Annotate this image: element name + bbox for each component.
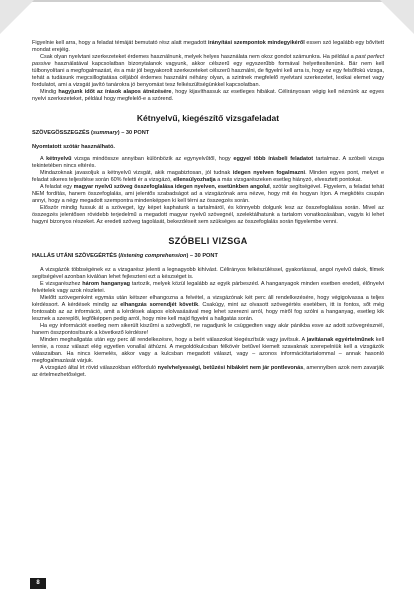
note-heading: Nyomtatott szótár használható. (32, 144, 115, 150)
paragraph: Mindazoknak javasoljuk a kétnyelvű vizsgát, akik magabiztosan, jól tudnak idegen nyelven fogalmazni. Minden egyes pont, melyet e feladat sikeres teljesítése során 60% feletti ér a vizsgázó, ellensúlyozhatja a más vizsgarészeken esetleg hiányzó, elvesztett pontokat. (32, 170, 384, 183)
subsection-heading: SZÖVEGÖSSZEGZÉS (summary) – 30 PONT (32, 130, 150, 136)
paragraph: A vizsgázó által írt rövid válaszokban előforduló nyelvhelyességi, betűzési hibákért nem jár pontlevonás, amennyiben azok nem zavarják az értelmezhetőséget. (32, 365, 385, 378)
paragraph: Mindig hagyjunk időt az írások alapos átnézésére, hogy kijavíthassuk az esetleges hibákat. Célirányosan végig kell néznünk az egyes nyelvi szerkezeteket, például hogy megfelelő-e a szórend. (32, 89, 385, 102)
paragraph: Csak olyan nyelvtani szerkezeteket érdemes használnunk, melyek helyes használata nem okoz gondot számunkra. Ha például a past perfect passive használatával kapcsolatban bizonytalanok vagyunk, akkor célszerű egy egyszerűbb formával helyettesítenünk. Bár nem kell túlbonyolítani a megfogalmazást, és a már jól begyakorolt szerkezeteket célszerű használni, de figyelni kell arra is, hogy ez egy felsőfokú vizsga, tehát a tudásunk megcsillogtatása céljából érdemes használni néhány olyan, a szintnek megfelelő nyelvtani szerkezetet, lexikai elemet vagy fordulatot, ami a vizsgát javító tanárokra jó benyomást tesz felkészültségünkkel kapcsolatban. (32, 54, 384, 88)
paragraph: A vizsgázók többségének ez a vizsgarész jelenti a legnagyobb kihívást. Célirányos felkészüléssel, gyakorlással, angol nyelvű dalok, filmek segítségével azonban kiválóan lehet fejleszteni ezt a készséget is. (32, 267, 384, 280)
paragraph: Figyelnie kell arra, hogy a feladat témáját bemutató rész alatt megadott irányítási szempontok mindegyikéről essen szó legalább egy bővített mondat erejéig. (32, 40, 384, 53)
paragraph: Ha egy információt esetleg nem sikerült kiszűrni a szövegből, ne ragadjunk le csüggedten vagy akár pánikba esve az adott szövegrésznél, hanem összpontosítsunk a következő kérdésre! (32, 323, 384, 336)
paragraph: Mielőtt szövegenként egymás után kétszer elhangozna a felvétel, a vizsgázónak két perc áll rendelkezésére, hogy végigolvassa a teljes kérdéssort. A kérdések mindig az elhangzás sorrendjét követik. Csakúgy, mint az olvasott szövegértés esetében, itt is fontos, sőt még fontosabb az az információ, amit a kérdések alapos elolvasásával meg lehet szerezni arról, hogy miről fog szólni a hanganyag, esetleg kik lesznek a szereplői, legfőképpen pedig arról, hogy mire kell majd figyelni a hallgatás során. (32, 295, 384, 322)
corner-decoration-left (0, 0, 34, 34)
section-heading: SZÓBELI VIZSGA (168, 236, 248, 246)
paragraph: E vizsgarészhez három hanganyag tartozik, melyek közül legalább az egyik párbeszéd. A hanganyagok minden esetben eredeti, élőnyelvi felvételek vagy azok részletei. (32, 281, 384, 294)
paragraph: A feladat egy magyar nyelvű szöveg összefoglalása idegen nyelven, esetünkben angolul, szótár segítségével. Figyelem, a feladat tehát NEM fordítás, hanem összefoglalás, ami jelentős szabadságot ad a vizsgázónak arra nézve, hogy mit és hogyan írjon. A megkötés csupán annyi, hogy a négy megadott szempontra mindenképpen ki kell térni az összegzés során. (32, 184, 384, 204)
page-number: 8 (30, 578, 46, 589)
page-body (32, 40, 384, 379)
section-heading: Kétnyelvű, kiegészítő vizsgafeladat (136, 113, 280, 123)
paragraph: A kétnyelvű vizsga mindössze annyiban különbözik az egynyelvűtől, hogy eggyel több írásbeli feladatot tartalmaz. A szóbeli vizsga tekintetében nincs eltérés. (32, 156, 384, 169)
subsection-heading: HALLÁS UTÁNI SZÖVEGÉRTÉS (listening comprehension) – 30 PONT (32, 253, 218, 259)
paragraph: Minden meghallgatás után egy perc áll rendelkezésre, hogy a beírt válaszokat kiegészítsük vagy javítsuk. A javításnak egyértelműnek kell lennie, a rossz választ elég egyetlen vonallal áthúzni. A megoldókulcsban félkövér betűvel kiemelt szavaknak szerepelniük kell a vizsgázók válaszaiban. Ha nincs kiemelés, akkor vagy a kulcsban megadott választ, vagy – azonos információtartalommal – annak hasonló megfogalmazását várjuk. (32, 337, 385, 364)
paragraph: Először mindig fussuk át a szöveget, így képet kaphatunk a tartalmáról, és könnyebb dolgunk lesz az összefoglalása során. Mivel az összegzés jelentősen rövidebb terjedelmű a megadott magyar nyelvű szövegnél, szelektálhatunk a tartalom vonatkozásában, vagyis ki lehet hagyni bizonyos részeket. Az eredeti szöveg tagolását, bekezdéseit sem szükséges az összefoglalás során figyelembe venni. (32, 205, 384, 225)
top-edge (0, 0, 414, 2)
corner-decoration-right (380, 0, 414, 34)
